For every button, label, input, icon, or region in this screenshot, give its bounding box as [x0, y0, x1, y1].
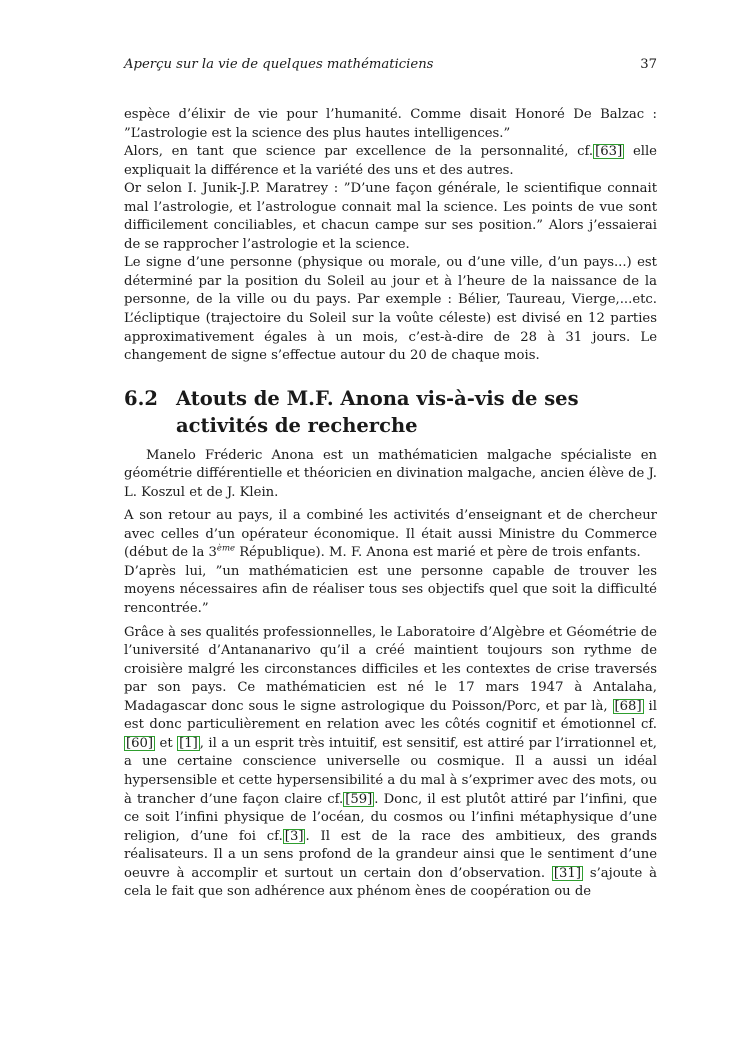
text-run: République). M. F. Anona est marié et père de trois enfants. — [235, 545, 641, 561]
text-run: Grâce à ses qualités professionnelles, le Laboratoire d’Algèbre et Géométrie de l’université d’Antananarivo qu’il a créé maintient toujours son rythme de croisière malgré les circonstances difficiles et les contextes de crise traversés par son pays. Ce mathématicien est né le 17 mars 1947 à Antalaha, Madagascar donc sous le signe astrologique du Poisson/Porc, et par là, — [124, 624, 657, 714]
text-run: . Donc, il est plutôt attiré par l’infini, que ce soit l’infini physique de l’océan, du cosmos ou l’infini métaphysique d’une religion, d’une foi cf. — [124, 791, 657, 844]
citation-link-1[interactable]: [1] — [179, 735, 198, 751]
citation-link-63[interactable]: [63] — [595, 144, 623, 160]
section-number: 6.2 — [124, 386, 158, 410]
text-run: Alors, en tant que science par excellence de la personnalité, cf. — [124, 144, 594, 160]
text-run: . Il est de la race des ambitieux, des grands réalisateurs. Il a un sens profond de la grandeur ainsi que le sentiment d’une oeuvre à accomplir et surtout un certain don d’observation. — [124, 828, 657, 881]
paragraph-junik: Or selon I. Junik-J.P. Maratrey : ”D’une façon générale, le scientifique connait mal l’astrologie, et l’astrologue connait mal la science. Les points de vue sont difficilement conciliables, et chacun campe sur ses position.” Alors j’essaierai de se rapprocher l’astrologie et la science. — [124, 181, 657, 252]
paragraph-qualites — [124, 624, 657, 902]
citation-link-31[interactable]: [31] — [553, 865, 581, 881]
citation-link-60[interactable]: [60] — [126, 735, 154, 751]
text-run: et — [155, 735, 178, 751]
paragraph-personality — [124, 143, 657, 180]
superscript-eme: ème — [216, 544, 236, 554]
paragraph-retour — [124, 507, 657, 563]
text-run: s’ajoute à cela le fait que son adhérence aux phénom ènes de coopération ou de — [124, 865, 657, 900]
text-run: elle expliquait la différence et la variété des uns et des autres. — [124, 144, 657, 178]
text-run: A son retour au pays, il a combiné les activités d’enseignant et de chercheur avec celles d’un opérateur économique. Il était aussi Ministre du Commerce (début de la 3 — [124, 508, 657, 561]
page-number: 37 — [640, 57, 657, 72]
paragraph-quote: D’après lui, ”un mathématicien est une personne capable de trouver les moyens nécessaires afin de réaliser tous ses objectifs quel que soit la difficulté rencontrée.” — [124, 563, 657, 617]
citation-link-68[interactable]: [68] — [614, 698, 642, 714]
citation-link-59[interactable]: [59] — [345, 791, 373, 807]
paragraph-anona-intro: Manelo Fréderic Anona est un mathématicien malgache spécialiste en géométrie différentielle et théoricien en divination malgache, ancien élève de J. L. Koszul et de J. Klein. — [124, 447, 657, 500]
section-heading — [124, 385, 657, 439]
running-head-title: Aperçu sur la vie de quelques mathématiciens — [124, 57, 434, 72]
text-run: , il a un esprit très intuitif, est sensitif, est attiré par l’irrationnel et, a une certaine conscience universelle ou cosmique. Il a aussi un idéal hypersensible et cette hypersensibilité a du mal à s’exprimer avec des mots, ou à trancher d’une façon claire cf. — [124, 735, 657, 807]
citation-link-3[interactable]: [3] — [284, 828, 304, 844]
section-title: Atouts de M.F. Anona vis-à-vis de ses activités de recherche — [176, 386, 579, 437]
text-run: il est donc particulièrement en relation avec les côtés cognitif et émotionnel cf. — [124, 698, 657, 733]
paragraph-elixir: espèce d’élixir de vie pour l’humanité. Comme disait Honoré De Balzac : ”L’astrologie est la science des plus hautes intelligences.” — [124, 107, 657, 141]
running-head — [124, 57, 657, 75]
paragraph-signe: Le signe d’une personne (physique ou morale, ou d’une ville, d’un pays...) est déterminé par la position du Soleil au jour et à l’heure de la naissance de la personne, de la ville ou du pays. Par exemple : Bélier, Taureau, Vierge,...etc. L’écliptique (trajectoire du Soleil sur la voûte céleste) est divisé en 12 parties approximativement égales à un mois, c’est-à-dire de 28 à 31 jours. Le changement de signe s’effectue autour du 20 de chaque mois. — [124, 255, 657, 364]
page-body — [124, 106, 657, 902]
